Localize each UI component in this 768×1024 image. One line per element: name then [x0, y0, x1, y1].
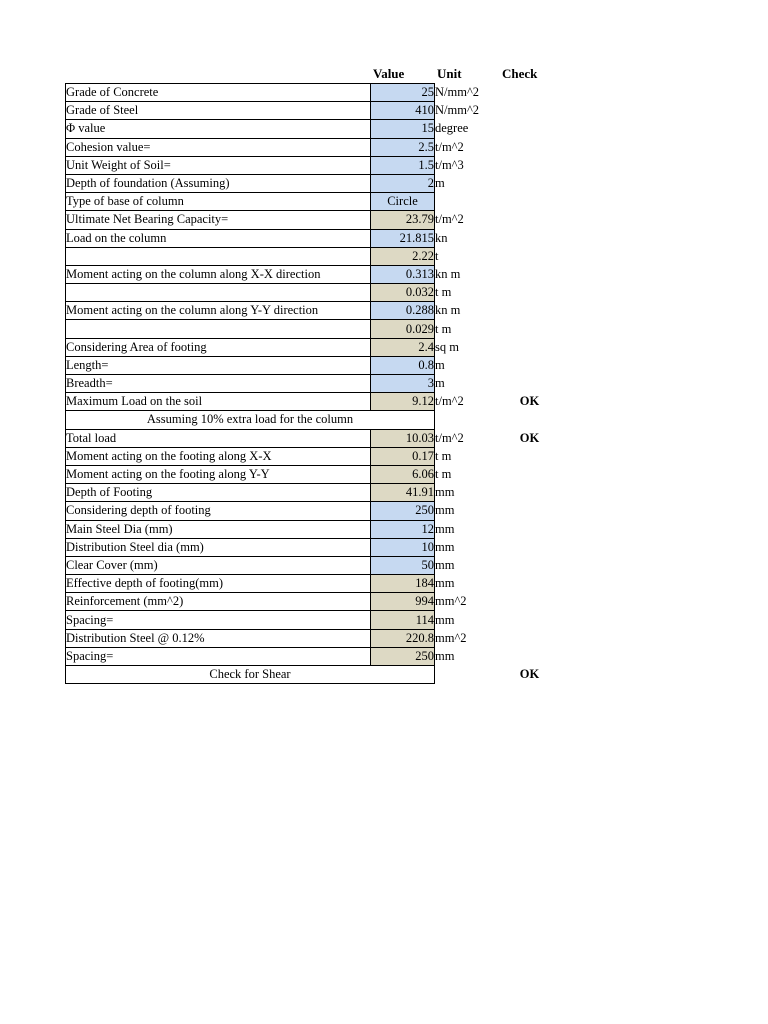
value-cell[interactable]: 15	[371, 120, 435, 138]
value-cell[interactable]: 114	[371, 611, 435, 629]
check-cell	[500, 320, 560, 338]
value-cell[interactable]: 9.12	[371, 393, 435, 411]
unit-cell: sq m	[435, 339, 459, 354]
value-cell[interactable]: 41.91	[371, 484, 435, 502]
table-row	[66, 211, 560, 229]
unit-cell: mm	[435, 503, 455, 518]
check-cell	[500, 593, 560, 611]
check-cell	[500, 356, 560, 374]
check-cell	[500, 229, 560, 247]
unit-cell: t m	[435, 467, 452, 482]
unit-cell: t/m^2	[435, 212, 464, 227]
value-cell[interactable]: 50	[371, 556, 435, 574]
parameter-label: Total load	[66, 429, 371, 447]
value-cell[interactable]: 2.4	[371, 338, 435, 356]
parameter-label: Grade of Steel	[66, 102, 371, 120]
check-cell	[500, 102, 560, 120]
parameter-label: Length=	[66, 356, 371, 374]
parameter-label: Unit Weight of Soil=	[66, 156, 371, 174]
check-cell	[500, 120, 560, 138]
merged-label-cell: Check for Shear	[66, 666, 435, 684]
header-check: Check	[502, 66, 538, 81]
unit-cell: degree	[435, 121, 469, 136]
parameter-label: Spacing=	[66, 647, 371, 665]
check-cell	[500, 502, 560, 520]
table-row	[66, 302, 560, 320]
parameter-label: Maximum Load on the soil	[66, 393, 371, 411]
check-cell	[500, 302, 560, 320]
value-cell[interactable]: 0.288	[371, 302, 435, 320]
parameter-label	[66, 247, 371, 265]
parameter-label: Effective depth of footing(mm)	[66, 575, 371, 593]
unit-cell: m	[435, 176, 445, 191]
parameter-label: Spacing=	[66, 611, 371, 629]
unit-cell: mm	[435, 648, 455, 663]
parameter-label: Grade of Concrete	[66, 84, 371, 102]
check-cell: OK	[519, 430, 540, 445]
table-row	[66, 229, 560, 247]
parameter-label: Φ value	[66, 120, 371, 138]
unit-cell: t m	[435, 285, 452, 300]
table-row	[66, 120, 560, 138]
table-row	[66, 647, 560, 665]
table-row	[66, 265, 560, 283]
check-cell	[500, 556, 560, 574]
check-cell	[500, 84, 560, 102]
check-cell	[500, 611, 560, 629]
unit-cell: mm	[435, 612, 455, 627]
value-cell[interactable]: 3	[371, 375, 435, 393]
unit-cell: t m	[435, 448, 452, 463]
parameter-label: Clear Cover (mm)	[66, 556, 371, 574]
check-cell	[500, 247, 560, 265]
parameter-label: Reinforcement (mm^2)	[66, 593, 371, 611]
value-cell[interactable]: 23.79	[371, 211, 435, 229]
value-cell[interactable]: 10	[371, 538, 435, 556]
unit-cell: m	[435, 376, 445, 391]
table-row	[66, 611, 560, 629]
unit-cell: kn m	[435, 303, 461, 318]
check-cell: OK	[519, 667, 540, 682]
value-cell[interactable]: 410	[371, 102, 435, 120]
unit-cell: t m	[435, 321, 452, 336]
header-unit: Unit	[437, 66, 462, 81]
parameter-label: Depth of foundation (Assuming)	[66, 174, 371, 192]
parameter-label: Type of base of column	[66, 193, 371, 211]
parameter-label: Load on the column	[66, 229, 371, 247]
table-row	[66, 593, 560, 611]
check-cell	[500, 193, 560, 211]
value-cell[interactable]: 25	[371, 84, 435, 102]
parameter-label: Considering Area of footing	[66, 338, 371, 356]
value-cell[interactable]: 250	[371, 502, 435, 520]
value-cell[interactable]: 184	[371, 575, 435, 593]
unit-cell	[435, 411, 500, 429]
parameter-label: Cohesion value=	[66, 138, 371, 156]
value-cell[interactable]: 220.8	[371, 629, 435, 647]
table-row	[66, 320, 560, 338]
unit-cell: N/mm^2	[435, 103, 480, 118]
unit-cell: N/mm^2	[435, 85, 480, 100]
table-row	[66, 411, 560, 429]
value-cell[interactable]: 250	[371, 647, 435, 665]
value-cell[interactable]: 2	[371, 174, 435, 192]
check-cell	[500, 265, 560, 283]
table-body	[66, 84, 560, 684]
table-row	[66, 556, 560, 574]
value-cell[interactable]: 2.22	[371, 247, 435, 265]
value-cell[interactable]: Circle	[371, 193, 435, 211]
unit-cell: mm	[435, 576, 455, 591]
table-row	[66, 174, 560, 192]
header-value: Value	[373, 66, 405, 81]
value-cell[interactable]: 6.06	[371, 465, 435, 483]
table-row	[66, 375, 560, 393]
unit-cell: mm	[435, 485, 455, 500]
table-row	[66, 84, 560, 102]
table-row	[66, 356, 560, 374]
unit-cell: t	[435, 248, 439, 263]
parameter-label: Main Steel Dia (mm)	[66, 520, 371, 538]
unit-cell	[435, 193, 500, 211]
table-row	[66, 429, 560, 447]
parameter-label: Depth of Footing	[66, 484, 371, 502]
check-cell: OK	[519, 394, 540, 409]
parameter-label: Moment acting on the column along X-X direction	[66, 265, 371, 283]
parameter-label: Moment acting on the column along Y-Y direction	[66, 302, 371, 320]
unit-cell: kn	[435, 230, 448, 245]
check-cell	[500, 647, 560, 665]
parameter-label	[66, 284, 371, 302]
check-cell	[500, 284, 560, 302]
check-cell	[500, 211, 560, 229]
check-cell	[500, 174, 560, 192]
parameter-label	[66, 320, 371, 338]
check-cell	[500, 375, 560, 393]
unit-cell: m	[435, 357, 445, 372]
check-cell	[500, 538, 560, 556]
value-cell[interactable]: 994	[371, 593, 435, 611]
table-row	[66, 666, 560, 684]
value-cell[interactable]: 0.313	[371, 265, 435, 283]
check-cell	[500, 465, 560, 483]
table-row	[66, 247, 560, 265]
unit-cell: t/m^3	[435, 157, 464, 172]
unit-cell	[435, 666, 500, 684]
parameter-label: Moment acting on the footing along X-X	[66, 447, 371, 465]
table-row	[66, 284, 560, 302]
value-cell[interactable]: 0.17	[371, 447, 435, 465]
merged-label-cell: Assuming 10% extra load for the column	[66, 411, 435, 429]
check-cell	[500, 411, 560, 429]
unit-cell: mm	[435, 539, 455, 554]
check-cell	[500, 629, 560, 647]
table-row	[66, 538, 560, 556]
value-cell[interactable]: 0.8	[371, 356, 435, 374]
value-cell[interactable]: 1.5	[371, 156, 435, 174]
table-row	[66, 102, 560, 120]
unit-cell: mm^2	[435, 594, 467, 609]
value-cell[interactable]: 0.029	[371, 320, 435, 338]
value-cell[interactable]: 21.815	[371, 229, 435, 247]
parameter-label: Moment acting on the footing along Y-Y	[66, 465, 371, 483]
table-row	[66, 156, 560, 174]
table-row	[66, 575, 560, 593]
unit-cell: kn m	[435, 266, 461, 281]
value-cell[interactable]: 12	[371, 520, 435, 538]
table-row	[66, 193, 560, 211]
parameter-label: Distribution Steel dia (mm)	[66, 538, 371, 556]
parameter-label: Ultimate Net Bearing Capacity=	[66, 211, 371, 229]
check-cell	[500, 520, 560, 538]
unit-cell: t/m^2	[435, 139, 464, 154]
table-row	[66, 520, 560, 538]
unit-cell: t/m^2	[435, 394, 464, 409]
table-row	[66, 338, 560, 356]
table-row	[66, 629, 560, 647]
unit-cell: mm	[435, 557, 455, 572]
check-cell	[500, 338, 560, 356]
check-cell	[500, 447, 560, 465]
check-cell	[500, 138, 560, 156]
unit-cell: mm	[435, 521, 455, 536]
check-cell	[500, 156, 560, 174]
value-cell[interactable]: 10.03	[371, 429, 435, 447]
value-cell[interactable]: 2.5	[371, 138, 435, 156]
unit-cell: mm^2	[435, 630, 467, 645]
value-cell[interactable]: 0.032	[371, 284, 435, 302]
table-row	[66, 502, 560, 520]
table-row	[66, 465, 560, 483]
table-row	[66, 484, 560, 502]
unit-cell: t/m^2	[435, 430, 464, 445]
parameter-label: Distribution Steel @ 0.12%	[66, 629, 371, 647]
parameter-label: Considering depth of footing	[66, 502, 371, 520]
table-row	[66, 447, 560, 465]
parameter-label: Breadth=	[66, 375, 371, 393]
table-row	[66, 393, 560, 411]
check-cell	[500, 575, 560, 593]
table-row	[66, 138, 560, 156]
footing-design-table	[65, 83, 560, 684]
check-cell	[500, 484, 560, 502]
